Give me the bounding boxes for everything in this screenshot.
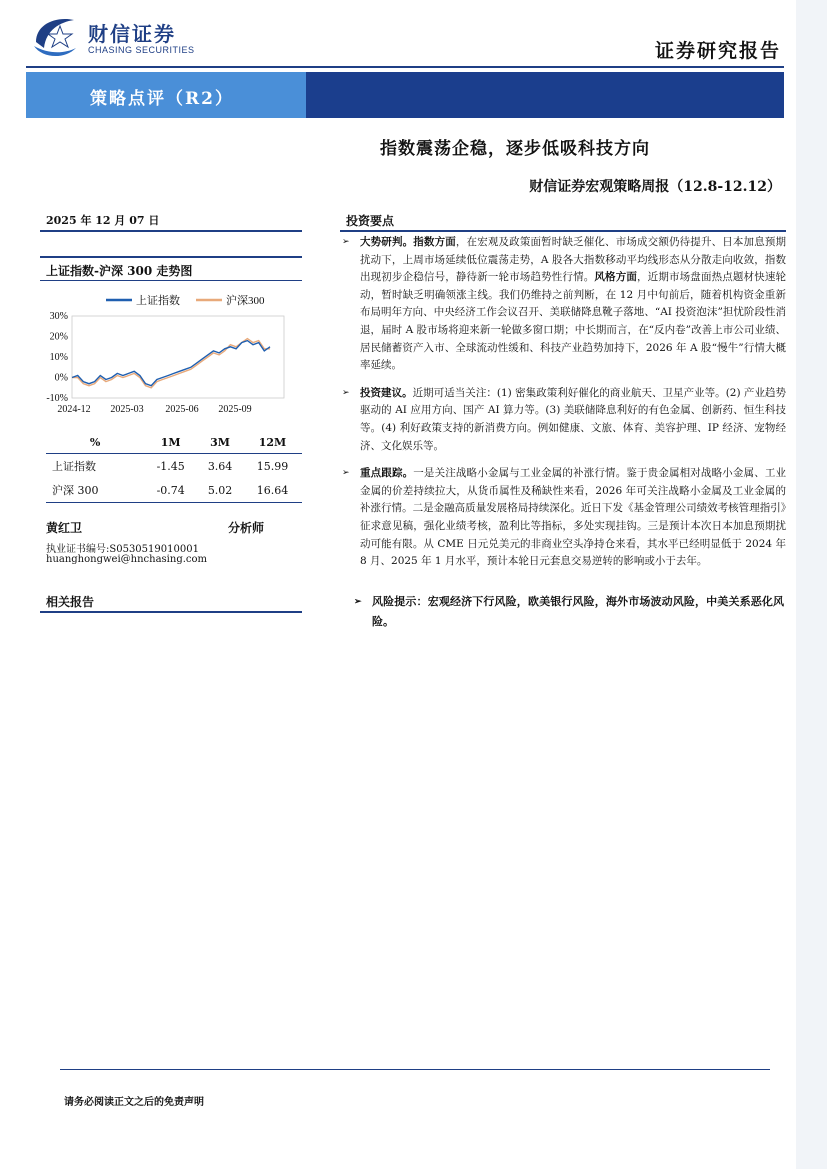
y-tick-label: 20% xyxy=(49,331,68,343)
col-header-12m: 12M xyxy=(243,434,302,454)
performance-table xyxy=(46,434,302,503)
chart-svg xyxy=(36,288,302,418)
bullet-sub-lead: 风格方面 xyxy=(594,271,638,284)
company-name-en: CHASING SECURITIES xyxy=(88,45,195,55)
row-name: 沪深 300 xyxy=(46,478,144,503)
list-item xyxy=(340,385,786,455)
y-tick-label: 30% xyxy=(49,311,68,322)
table-header-row xyxy=(46,434,302,454)
report-type: 证券研究报告 xyxy=(654,40,781,62)
col-header-metric: % xyxy=(46,434,144,454)
table-row xyxy=(46,454,302,479)
chart-caption-divider xyxy=(40,280,302,281)
chart-caption: 上证指数-沪深 300 走势图 xyxy=(46,264,193,278)
x-tick-label: 2024-12 xyxy=(57,404,91,415)
list-item xyxy=(340,465,786,571)
col-header-1m: 1M xyxy=(144,434,197,454)
banner-dark-band xyxy=(306,72,784,118)
header-divider xyxy=(26,66,784,68)
cell-12m: 16.64 xyxy=(243,478,302,503)
related-reports-heading: 相关报告 xyxy=(46,595,95,609)
x-tick-label: 2025-03 xyxy=(110,404,144,415)
bullet-text: ，在宏观及政策面暂时缺乏催化、市场成交额仍待提升、日本加息预期扰动下，上周市场延续低位震荡走势，A 股各大指数移动平均线形态从分散走向收敛，指数出现初步企稳信号，静待新一轮市场趋势性行情。 xyxy=(360,236,787,284)
company-name-cn: 财信证券 xyxy=(88,22,176,46)
risk-text: 风险提示：宏观经济下行风险，欧美银行风险，海外市场波动风险，中美关系恶化风险。 xyxy=(372,595,784,628)
x-tick-label: 2025-09 xyxy=(218,404,252,415)
related-divider xyxy=(40,611,302,613)
cell-3m: 5.02 xyxy=(197,478,243,503)
bullet-sub-lead: 指数方面 xyxy=(413,236,456,248)
plot-frame xyxy=(72,316,284,398)
logo-emblem-icon xyxy=(30,12,82,60)
section-title: 投资要点 xyxy=(346,214,395,228)
bullet-text: 一是关注战略小金属与工业金属的补涨行情。鉴于贵金属相对战略小金属、工业金属的价差持续拉大，从货币属性及稀缺性来看，2026 年可关注战略小金属及工业金属的补涨行情。二是金融高质量发展格局持续深化。近日下发《基金管理公司绩效考核管理指引》征求意见稿，强化业绩考核，盈利比等指标，多处实现挂钩。三是预计本次日本加息预期扰动可能有限。从 CME 日元兑美元的非商业空头净持仓来看，其水平已经明显低于 2024 年 8 月、2025 年 1 月水平，预计本轮日元套息交易逆转的影响或小于去年。 xyxy=(360,467,787,568)
report-category: 策略点评（R2） xyxy=(90,89,234,109)
cell-1m: -1.45 xyxy=(156,459,185,473)
bullet-lead: 大势研判。 xyxy=(360,236,414,248)
report-subtitle: 财信证券宏观策略周报（12.8-12.12） xyxy=(529,179,781,195)
bullet-lead: 重点跟踪。 xyxy=(360,467,414,480)
col-header-3m: 3M xyxy=(197,434,243,454)
report-date: 2025 年 12 月 07 日 xyxy=(46,214,160,227)
author-email[interactable]: huanghongwei@hnchasing.com xyxy=(46,554,208,565)
cell-1m: -0.74 xyxy=(144,478,197,503)
list-item xyxy=(340,234,786,375)
bullet-text: ，近期市场盘面热点题材快速轮动，暂时缺乏明确领涨主线。我们仍维持之前判断，在 12 月中旬前后，随着机构资金重新布局明年方向、中央经济工作会议召开、美联储降息靴子落地、“AI 投资泡沫”担忧阶段性消退，届时 A 股市场将迎来新一轮做多窗口期；中长期而言，在“反内卷”改善上市公司业绩、居民储蓄资产入市、全球流动性缓和、科技产业趋势加持下，2026 年 A 股“慢牛”行情大概率延续。 xyxy=(360,271,787,372)
table-row xyxy=(46,478,302,503)
legend-label: 沪深300 xyxy=(226,295,265,307)
bullet-text: 近期可适当关注：(1) 密集政策利好催化的商业航天、卫星产业等。(2) 产业趋势驱动的 AI 应用方向、国产 AI 算力等。(3) 美联储降息利好的有色金属、创新药、恒生科技等。(4) 利好政策支持的新消费方向。例如健康、文旅、体育、美容护理、IP 经济、宠物经济、文化娱乐等。 xyxy=(360,386,787,452)
bullet-arrow-icon: ➢ xyxy=(342,237,350,247)
y-tick-label: 10% xyxy=(49,352,68,363)
report-title: 指数震荡企稳，逐步低吸科技方向 xyxy=(380,139,650,159)
cell-12m: 15.99 xyxy=(256,459,289,473)
page-edge-stripe xyxy=(796,0,827,1169)
x-tick-label: 2025-06 xyxy=(165,404,199,415)
risk-warning xyxy=(352,592,784,642)
date-divider xyxy=(40,230,302,232)
footer-divider xyxy=(60,1069,770,1070)
bullet-arrow-icon: ➢ xyxy=(342,468,350,479)
index-trend-chart xyxy=(36,288,302,418)
bullet-arrow-icon: ➢ xyxy=(342,387,350,398)
list-item xyxy=(352,592,784,632)
license-number: 执业证书编号:S0530519010001 xyxy=(46,544,199,555)
cell-3m: 3.64 xyxy=(207,459,233,473)
author-role: 分析师 xyxy=(228,521,265,535)
bullet-arrow-icon: ➢ xyxy=(354,597,362,607)
disclaimer-note: 请务必阅读正文之后的免责声明 xyxy=(64,1097,204,1108)
section-divider xyxy=(340,230,786,232)
company-logo xyxy=(30,12,200,62)
key-points-list xyxy=(340,234,786,581)
row-name: 上证指数 xyxy=(52,460,96,473)
chart-top-divider xyxy=(40,256,302,258)
author-name: 黄红卫 xyxy=(46,521,83,535)
legend-label: 上证指数 xyxy=(136,295,180,307)
y-tick-label: 0% xyxy=(54,372,68,384)
series-line xyxy=(72,339,270,388)
bullet-lead: 投资建议。 xyxy=(360,386,413,399)
y-tick-label: -10% xyxy=(46,393,68,404)
